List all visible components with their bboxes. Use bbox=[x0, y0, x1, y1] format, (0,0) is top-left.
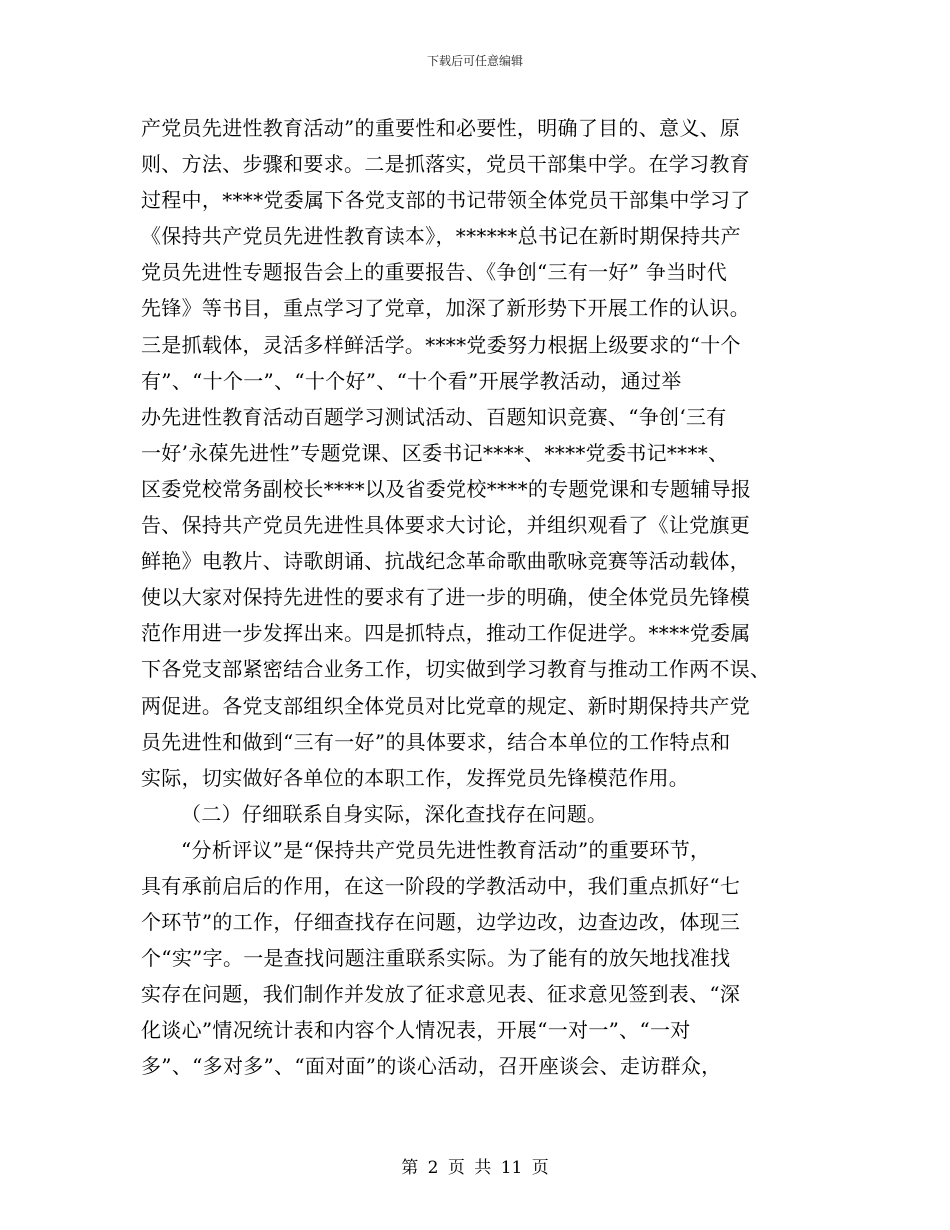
text-line: 先锋》等书目，重点学习了党章，加深了新形势下开展工作的认识。 bbox=[141, 296, 750, 321]
text-line: 告、保持共产党员先进性具体要求大讨论，并组织观看了《让党旗更 bbox=[141, 513, 750, 538]
text-line: 鲜艳》电教片、诗歌朗诵、抗战纪念革命歌曲歌咏竞赛等活动载体， bbox=[141, 549, 750, 574]
page-header: 下载后可任意编辑 bbox=[426, 54, 523, 68]
text-line: 两促进。各党支部组织全体党员对比党章的规定、新时期保持共产党 bbox=[141, 693, 750, 718]
section-heading: （二）仔细联系自身实际，深化查找存在问题。 bbox=[181, 801, 608, 826]
text-line: 则、方法、步骤和要求。二是抓落实，党员干部集中学。在学习教育 bbox=[141, 152, 750, 177]
text-line: 实存在问题，我们制作并发放了征求意见表、征求意见签到表、“深 bbox=[141, 982, 741, 1007]
text-line: 个“实”字。一是查找问题注重联系实际。为了能有的放矢地找准找 bbox=[141, 946, 731, 971]
text-line: 员先进性和做到“三有一好”的具体要求，结合本单位的工作特点和 bbox=[141, 729, 731, 754]
document-body bbox=[141, 110, 809, 1085]
text-line: 有”、“十个一”、“十个好”、“十个看”开展学教活动，通过举 bbox=[141, 368, 682, 393]
text-line: 实际，切实做好各单位的本职工作，发挥党员先锋模范作用。 bbox=[141, 765, 690, 790]
text-line: 多”、“多对多”、“面对面”的谈心活动，召开座谈会、走访群众， bbox=[141, 1054, 722, 1079]
text-line: 化谈心”情况统计表和内容个人情况表，开展“一对一”、“一对 bbox=[141, 1018, 691, 1043]
text-line: 使以大家对保持先进性的要求有了进一步的明确，使全体党员先锋模 bbox=[141, 585, 750, 610]
text-line: 范作用进一步发挥出来。四是抓特点，推动工作促进学。****党委属 bbox=[141, 621, 751, 646]
text-line: 《保持共产党员先进性教育读本》，******总书记在新时期保持共产 bbox=[141, 224, 741, 249]
text-line: 下各党支部紧密结合业务工作，切实做到学习教育与推动工作两不误、 bbox=[141, 657, 771, 682]
text-line: 产党员先进性教育活动”的重要性和必要性，明确了目的、意义、原 bbox=[141, 116, 741, 140]
text-line: 党员先进性专题报告会上的重要报告、《争创“三有一好” 争当时代 bbox=[141, 260, 728, 285]
text-line: 个环节”的工作，仔细查找存在问题，边学边改，边查边改，体现三 bbox=[141, 910, 741, 935]
text-line: “分析评议”是“保持共产党员先进性教育活动”的重要环节， bbox=[181, 837, 711, 862]
text-line: 过程中，****党委属下各党支部的书记带领全体党员干部集中学习了 bbox=[141, 188, 751, 213]
text-line: 区委党校常务副校长****以及省委党校****的专题党课和专题辅导报 bbox=[141, 476, 752, 501]
text-line: 具有承前启后的作用，在这一阶段的学教活动中，我们重点抓好“七 bbox=[141, 873, 741, 898]
text-line: 三是抓载体，灵活多样鲜活学。****党委努力根据上级要求的“十个 bbox=[141, 332, 741, 357]
text-line: 办先进性教育活动百题学习测试活动、百题知识竞赛、“争创‘三有 bbox=[141, 404, 727, 429]
text-line: 一好’永葆先进性”专题党课、区委书记****、****党委书记****、 bbox=[141, 440, 729, 465]
page-footer: 第 2 页 共 11 页 bbox=[401, 1158, 549, 1178]
